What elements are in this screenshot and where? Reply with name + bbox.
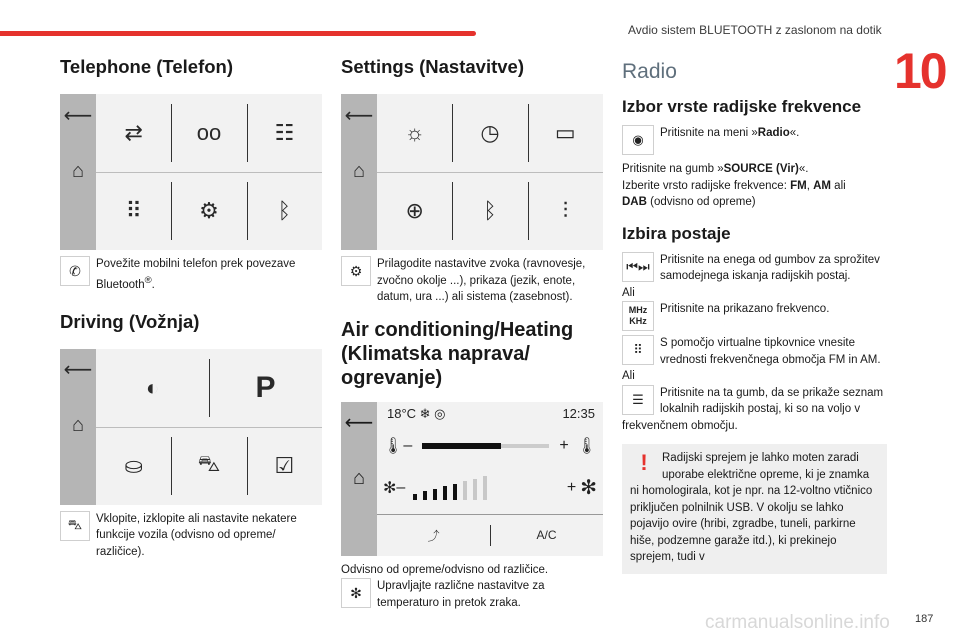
driving-heading: Driving (Vožnja) [60, 310, 200, 332]
bluetooth-icon[interactable]: ᛒ [247, 172, 322, 250]
chapter-red-bar [0, 31, 470, 36]
freq-p3a: Izberite vrsto radijske frekvence: [622, 179, 791, 192]
radio-heading: Radio [622, 60, 677, 83]
watermark: carmanualsonline.info [705, 612, 890, 633]
station-heading: Izbira postaje [622, 223, 731, 243]
screen-settings-icon[interactable]: ▭ [528, 94, 603, 172]
fan-icon: ✻ [341, 578, 371, 608]
driving-screen [60, 349, 322, 505]
station-p1: Pritisnite na enega od gumbov za sprožitev samodejnega iskanja radijskih postaj. [660, 253, 880, 282]
freq-p1a: Pritisnite na meni » [660, 127, 758, 139]
fan-level-bars[interactable] [413, 476, 559, 500]
radio-antenna-icon: ◉ [622, 125, 654, 155]
screen-grid [96, 94, 322, 250]
voicemail-icon[interactable]: ᴏᴏ [171, 94, 246, 172]
back-arrow-icon[interactable]: ⟵ [63, 359, 93, 382]
screen-side-bar [341, 402, 377, 556]
back-arrow-icon[interactable]: ⟵ [63, 104, 93, 127]
settings-heading: Settings (Nastavitve) [341, 56, 524, 77]
warning-icon: ! [640, 450, 648, 475]
frequency-icon [622, 301, 654, 331]
fan-increase-button[interactable]: + [566, 478, 577, 496]
virtual-keypad-icon: ⠿ [622, 335, 654, 365]
fan-icon: ✻ [580, 477, 597, 499]
thermometer-icon: 🌡︎ [383, 437, 404, 455]
fan-level-bar [443, 486, 447, 500]
fan-icon: ✻ [383, 479, 397, 497]
contacts-icon[interactable]: ☷ [247, 94, 322, 172]
vehicle-view-icon[interactable]: ⛀ [124, 452, 143, 478]
headlight-icon[interactable]: ◐ [145, 374, 160, 400]
back-arrow-icon[interactable]: ⟵ [344, 412, 374, 434]
station-p4: Pritisnite na ta gumb, da se prikaže seznam lokalnih radijskih postaj, ki so na voljo v frekvenčnem območju. [622, 386, 884, 432]
freq-p1b: Radio [757, 127, 790, 139]
home-icon[interactable]: ⌂ [352, 467, 366, 489]
fan-control [383, 474, 597, 502]
ac-toggle-button[interactable]: A/C [490, 515, 603, 556]
ac-panel [377, 402, 603, 556]
phone-icon: ✆ [60, 256, 90, 286]
fan-level-bar [423, 491, 427, 500]
freq-sep: , [806, 179, 814, 192]
phone-settings-icon[interactable]: ⚙ [171, 172, 246, 250]
checklist-settings-icon[interactable]: ☑ [247, 427, 322, 505]
gear-icon: ⚙ [341, 256, 371, 286]
station-list-icon: ☰ [622, 385, 654, 415]
freq-ali: ali [830, 179, 846, 192]
fan-level-bar [473, 479, 477, 500]
sound-equalizer-icon[interactable]: ⫶ [528, 172, 603, 250]
chapter-number: 10 [894, 43, 946, 99]
ac-bottom-bar [377, 514, 603, 556]
home-icon[interactable]: ⌂ [352, 159, 366, 182]
page-number: 187 [915, 613, 934, 625]
settings-screen [341, 94, 603, 250]
driving-description [60, 511, 322, 561]
telephone-text: Povežite mobilni telefon prek povezave Bluetooth [96, 258, 296, 291]
freq-fm: FM [790, 179, 807, 192]
screen-grid [96, 349, 322, 505]
screen-side-bar [60, 349, 96, 505]
back-arrow-icon[interactable]: ⟵ [344, 104, 374, 127]
registered-mark: ® [144, 274, 152, 286]
column-2 [341, 56, 603, 611]
warning-text: Radijski sprejem je lahko moten zaradi uporabe električne opreme, ki je znamka ni homologirala, kot je npr. na 12-voltno vtičnico priključen polnilnik USB. V okolju se lahko pojavijo ovire (hribi, zgradbe, tuneli, parkirne hiše, podzemne garaže itd.), ki prekinejo sprejem, tudi v [630, 452, 873, 563]
station-p3: S pomočjo virtualne tipkovnice vnesite vrednosti frekvenčnega območja FM in AM. [660, 337, 881, 366]
freq-p2a: Pritisnite na gumb » [622, 163, 724, 175]
temperature-control [383, 432, 597, 460]
ac-description [341, 578, 603, 611]
running-header: Avdio sistem BLUETOOTH z zaslonom na dotik [628, 23, 882, 37]
driving-text: Vklopite, izklopite ali nastavite nekatere funkcije vozila (odvisno od opreme/ različice). [96, 512, 297, 558]
screen-side-bar [60, 94, 96, 250]
settings-text: Prilagodite nastavitve zvoka (ravnovesje, zvočno okolje ...), prikaza (jezik, enote, datum, ura ...) ali sistema (zasebnost). [377, 258, 586, 303]
settings-description [341, 256, 603, 306]
keypad-icon[interactable]: ⠿ [125, 198, 142, 223]
thermometer-icon: 🌡︎ [576, 437, 597, 455]
freq-p2c: «. [798, 163, 809, 175]
fan-decrease-button[interactable]: – [396, 478, 406, 496]
telephone-text-end: . [151, 278, 155, 291]
column-3 [622, 56, 887, 574]
telephone-description [60, 256, 322, 293]
display-brightness-icon[interactable]: ☼ [404, 120, 425, 145]
temperature-slider[interactable] [422, 444, 549, 448]
temperature-fill [422, 443, 501, 449]
ali-2: Ali [622, 370, 635, 382]
ac-heading: Air conditioning/Heating (Klimatska naprava/ ogrevanje) [341, 318, 574, 389]
seat-airflow-icon[interactable]: ⤴ [427, 528, 440, 543]
screen-grid [377, 94, 603, 250]
fan-level-bar [463, 481, 467, 500]
column-1 [60, 56, 322, 560]
phone-transfer-icon[interactable]: ⇄ [124, 120, 143, 145]
driver-assist-icon[interactable]: ⛍ [171, 427, 246, 505]
ac-availability-text: Odvisno od opreme/odvisno od različice. [341, 563, 549, 576]
temp-decrease-button[interactable]: – [403, 436, 413, 454]
fan-level-bar [483, 476, 487, 500]
bluetooth-icon[interactable]: ᛒ [452, 172, 527, 250]
screen-side-bar [341, 94, 377, 250]
station-p2: Pritisnite na prikazano frekvenco. [660, 303, 830, 315]
ac-screen [341, 402, 603, 556]
telephone-heading: Telephone (Telefon) [60, 56, 234, 77]
mhz-label: MHz [628, 305, 648, 315]
ac-text: Upravljajte različne nastavitve za temperaturo in pretok zraka. [377, 580, 545, 609]
temp-increase-button[interactable]: + [559, 436, 569, 454]
fan-level-bar [453, 484, 457, 500]
language-globe-icon[interactable]: ⊕ [405, 198, 424, 223]
home-icon[interactable]: ⌂ [71, 159, 85, 182]
parking-icon[interactable]: P [209, 349, 322, 427]
telephone-screen [60, 94, 322, 250]
freq-dab: DAB [622, 196, 647, 208]
home-icon[interactable]: ⌂ [71, 414, 85, 437]
warning-box [622, 444, 887, 574]
ac-status: 18°C ❄ ◎ [387, 405, 446, 421]
fan-level-bar [413, 494, 417, 500]
freq-rest: (odvisno od opreme) [646, 196, 756, 208]
clock-settings-icon[interactable]: ◷ [452, 94, 527, 172]
khz-label: KHz [629, 316, 647, 326]
freq-am: AM [813, 179, 831, 192]
fan-level-bar [433, 489, 437, 500]
ali-1: Ali [622, 286, 635, 299]
ac-clock: 12:35 [562, 405, 595, 421]
frequency-heading: Izbor vrste radijske frekvence [622, 97, 862, 116]
seek-buttons-icon: ⏮⏭ [622, 252, 654, 282]
car-icon: ⛍ [60, 511, 90, 541]
freq-p2b: SOURCE (Vir) [723, 163, 799, 175]
freq-p1c: «. [789, 127, 800, 139]
